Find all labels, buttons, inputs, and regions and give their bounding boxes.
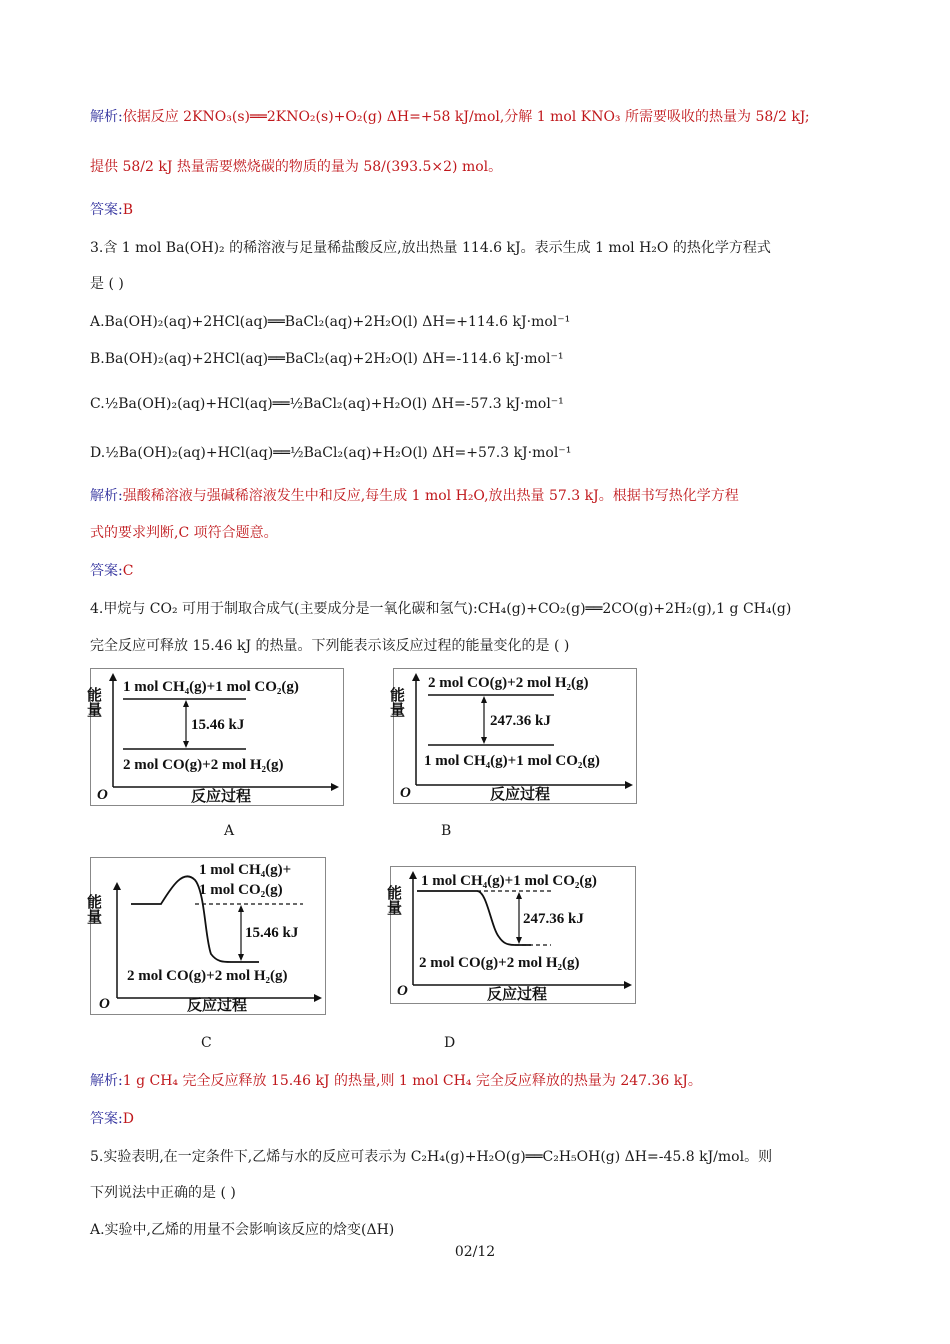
answer-prefix: 答案:	[90, 563, 123, 579]
explanation-text: 强酸稀溶液与强碱稀溶液发生中和反应,每生成 1 mol H₂O,放出热量 57.3 kJ。根据书写热化学方程	[122, 488, 739, 504]
q3-stem-b: 是 ( )	[90, 276, 124, 292]
level-bottom-label: 2 mol CO(g)+2 mol H₂(g)	[127, 968, 288, 984]
level-bottom-label: 2 mol CO(g)+2 mol H₂(g)	[123, 757, 284, 773]
q5-stem-a: 5.实验表明,在一定条件下,乙烯与水的反应可表示为 C₂H₄(g)+H₂O(g)══C₂H₅OH(g) ΔH=-45.8 kJ/mol。则	[90, 1149, 773, 1165]
answer-line-q2	[90, 200, 133, 220]
answer-value: B	[122, 202, 134, 218]
q4-stem-a: 4.甲烷与 CO₂ 可用于制取合成气(主要成分是一氧化碳和氢气):CH₄(g)+CO₂(g)══2CO(g)+2H₂(g),1 g CH₄(g)	[90, 601, 792, 617]
axis-x-label: 反应过程	[187, 998, 248, 1014]
explanation-prefix: 解析:	[90, 1073, 123, 1089]
explanation-line-2: 提供 58/2 kJ 热量需要燃烧碳的物质的量为 58/(393.5×2) mol。	[90, 159, 503, 175]
delta-label: 15.46 kJ	[191, 717, 245, 733]
explanation-text: 1 g CH₄ 完全反应释放 15.46 kJ 的热量,则 1 mol CH₄ 完全反应释放的热量为 247.36 kJ。	[122, 1073, 702, 1089]
axis-x-label: 反应过程	[487, 987, 548, 1003]
q5-option-a: A.实验中,乙烯的用量不会影响该反应的焓变(ΔH)	[90, 1222, 395, 1238]
origin-label: O	[97, 787, 108, 803]
q5-stem-b: 下列说法中正确的是 ( )	[90, 1185, 236, 1201]
explanation-prefix: 解析:	[90, 109, 123, 125]
energy-diagram-c	[85, 857, 326, 1015]
q4-explanation	[90, 1071, 702, 1091]
axis-x-label: 反应过程	[191, 789, 252, 805]
page-number: 02/12	[454, 1244, 496, 1260]
level-bottom-label: 1 mol CH₄(g)+1 mol CO₂(g)	[424, 753, 600, 769]
axis-y-label: 能量	[385, 885, 401, 915]
caption-c: C	[201, 1035, 212, 1051]
q3-stem-a: 3.含 1 mol Ba(OH)₂ 的稀溶液与足量稀盐酸反应,放出热量 114.6 kJ。表示生成 1 mol H₂O 的热化学方程式	[90, 240, 771, 256]
q3-option-b: B.Ba(OH)₂(aq)+2HCl(aq)══BaCl₂(aq)+2H₂O(l) ΔH=-114.6 kJ·mol⁻¹	[90, 351, 564, 367]
caption-b: B	[441, 823, 452, 839]
q3-option-a: A.Ba(OH)₂(aq)+2HCl(aq)══BaCl₂(aq)+2H₂O(l) ΔH=+114.6 kJ·mol⁻¹	[90, 314, 571, 330]
axis-y-label: 能量	[85, 687, 101, 717]
delta-label: 15.46 kJ	[245, 925, 299, 941]
answer-prefix: 答案:	[90, 202, 123, 218]
energy-diagram-a	[85, 668, 344, 806]
energy-diagram-d	[385, 866, 636, 1004]
level-top-label: 1 mol CH₄(g)+1 mol CO₂(g)	[421, 873, 597, 889]
axis-y-label: 能量	[388, 687, 404, 717]
caption-a: A	[224, 823, 235, 839]
q3-explanation-a	[90, 486, 739, 506]
axis-y-label: 能量	[85, 894, 101, 924]
delta-label: 247.36 kJ	[523, 911, 584, 927]
q3-explanation-b: 式的要求判断,C 项符合题意。	[90, 525, 278, 541]
answer-value: D	[122, 1111, 134, 1127]
q4-stem-b: 完全反应可释放 15.46 kJ 的热量。下列能表示该反应过程的能量变化的是 ( )	[90, 638, 570, 654]
level-top-label-2: 1 mol CO₂(g)	[199, 882, 283, 898]
answer-prefix: 答案:	[90, 1111, 123, 1127]
origin-label: O	[397, 983, 408, 999]
level-top-label-1: 1 mol CH₄(g)+	[199, 862, 292, 878]
answer-line-q3	[90, 561, 133, 581]
delta-label: 247.36 kJ	[490, 713, 551, 729]
origin-label: O	[400, 785, 411, 801]
origin-label: O	[99, 996, 110, 1012]
answer-value: C	[122, 563, 134, 579]
explanation-line-1	[90, 107, 810, 127]
level-top-label: 1 mol CH₄(g)+1 mol CO₂(g)	[123, 679, 299, 695]
q3-option-d: D.½Ba(OH)₂(aq)+HCl(aq)══½BaCl₂(aq)+H₂O(l) ΔH=+57.3 kJ·mol⁻¹	[90, 445, 572, 461]
level-top-label: 2 mol CO(g)+2 mol H₂(g)	[428, 675, 589, 691]
caption-d: D	[444, 1035, 456, 1051]
answer-line-q4	[90, 1109, 134, 1129]
axis-x-label: 反应过程	[490, 787, 551, 803]
level-bottom-label: 2 mol CO(g)+2 mol H₂(g)	[419, 955, 580, 971]
explanation-prefix: 解析:	[90, 488, 123, 504]
q3-option-c: C.½Ba(OH)₂(aq)+HCl(aq)══½BaCl₂(aq)+H₂O(l) ΔH=-57.3 kJ·mol⁻¹	[90, 396, 564, 412]
energy-diagram-b	[388, 668, 637, 804]
explanation-text: 依据反应 2KNO₃(s)══2KNO₂(s)+O₂(g) ΔH=+58 kJ/mol,分解 1 mol KNO₃ 所需要吸收的热量为 58/2 kJ;	[122, 109, 810, 125]
